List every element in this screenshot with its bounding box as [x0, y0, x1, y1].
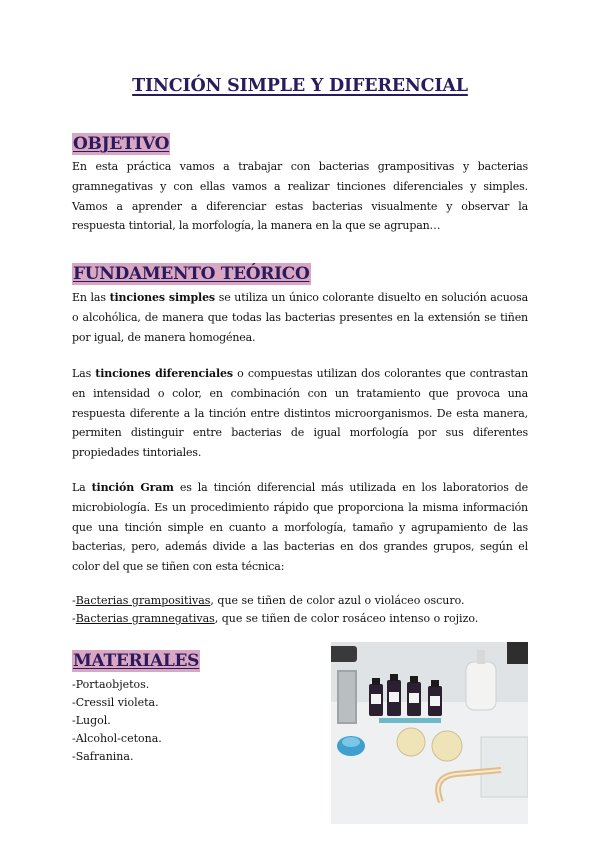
fundamento-heading: FUNDAMENTO TEÓRICO: [73, 264, 310, 284]
term-tincion-gram: tinción Gram: [91, 481, 174, 494]
bacteria-types-list: [72, 592, 478, 628]
bacteria-type-gramnegative: -Bacterias gramnegativas, que se tiñen de color rosáceo intenso o rojizo.: [72, 612, 479, 625]
material-item: -Portaobjetos.: [72, 678, 150, 691]
objetivo-text: En esta práctica vamos a trabajar con bacterias grampositivas y bacterias gramnegativas y con ellas vamos a realizar tinciones diferenciales y simples. Vamos a aprender a diferenciar estas bacterias visualmente y observar la respuesta tintorial, la morfología, la manera en la que se agrupan…: [72, 160, 528, 233]
material-item: -Lugol.: [72, 714, 111, 727]
fundamento-paragraph-gram: La tinción Gram es la tinción diferencial más utilizada en los laboratorios de microbiología. Es un procedimiento rápido que proporciona la misma información que una tinción simple en cuanto a morfología, tamaño y agrupamiento de las bacterias, pero, además divide a las bacterias en dos grandes grupos, según el color del que se tiñen con esta técnica:: [72, 481, 528, 574]
materiales-heading: MATERIALES: [73, 651, 200, 671]
material-item: -Cressil violeta.: [72, 696, 159, 709]
material-item: -Alcohol-cetona.: [72, 732, 162, 745]
term-tinciones-simples: tinciones simples: [109, 291, 215, 304]
fundamento-paragraph-simple: En las tinciones simples se utiliza un único colorante disuelto en solución acuosa o alcohólica, de manera que todas las bacterias presentes en la extensión se tiñen por igual, de manera homogénea.: [72, 291, 529, 344]
objetivo-heading: OBJETIVO: [73, 134, 170, 154]
fundamento-paragraph-diferencial: Las tinciones diferenciales o compuestas utilizan dos colorantes que contrastan en intensidad o color, en combinación con un tratamiento que provoca una respuesta diferente a la tinción entre distintos microorganismos. De esta manera, permiten distinguir entre bacterias de igual morfología por sus diferentes propiedades tintoriales.: [72, 367, 529, 460]
bacteria-type-grampositive: -Bacterias grampositivas, que se tiñen de color azul o violáceo oscuro.: [72, 594, 465, 607]
lab-materials-photo: [331, 642, 528, 824]
document-title: TINCIÓN SIMPLE Y DIFERENCIAL: [132, 76, 468, 96]
term-tinciones-diferenciales: tinciones diferenciales: [95, 367, 233, 380]
material-item: -Safranina.: [72, 750, 134, 763]
materials-list: [72, 676, 162, 766]
